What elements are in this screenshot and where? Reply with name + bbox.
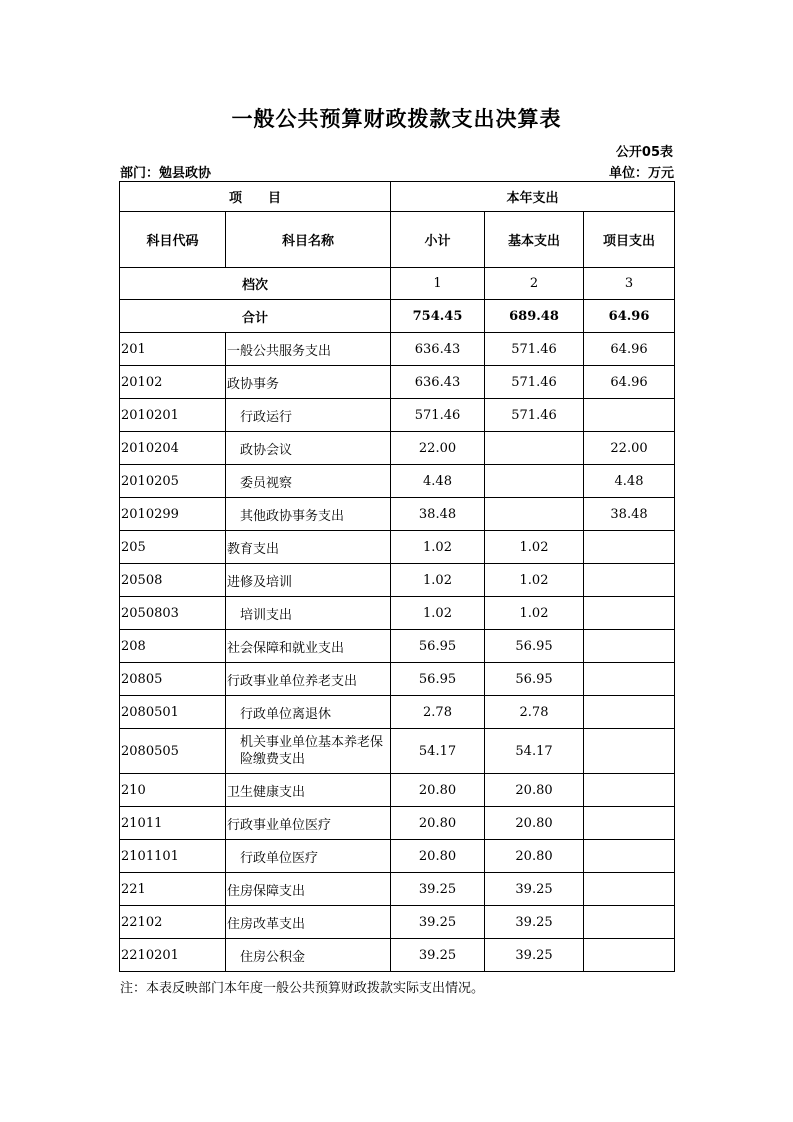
subtotal-cell: 20.80 [391,774,485,807]
basic-cell: 571.46 [485,399,584,432]
rank-3: 3 [584,268,675,300]
subject-code: 2010201 [120,399,226,432]
subtotal-cell: 20.80 [391,840,485,873]
department-label: 部门：勉县政协 [120,166,212,181]
header-basic: 基本支出 [485,212,584,268]
subject-name: 住房改革支出 [226,906,391,939]
project-cell [584,663,675,696]
project-cell [584,774,675,807]
subject-code: 210 [120,774,226,807]
subtotal-cell: 38.48 [391,498,485,531]
basic-cell: 39.25 [485,939,584,972]
basic-cell: 20.80 [485,807,584,840]
subject-name: 住房公积金 [226,939,391,972]
subject-name: 机关事业单位基本养老保险缴费支出 [226,729,391,774]
page-title: 一般公共预算财政拨款支出决算表 [231,107,562,131]
table-row [120,597,675,630]
basic-cell: 20.80 [485,774,584,807]
project-cell [584,840,675,873]
basic-cell: 56.95 [485,630,584,663]
header-code: 科目代码 [120,212,226,268]
basic-cell: 2.78 [485,696,584,729]
project-cell [584,564,675,597]
subtotal-cell: 56.95 [391,663,485,696]
meta-row [120,162,674,180]
subject-code: 205 [120,531,226,564]
basic-cell: 571.46 [485,333,584,366]
subject-code: 2010204 [120,432,226,465]
subtotal-cell: 39.25 [391,906,485,939]
table-row [120,498,675,531]
rank-row [120,268,675,300]
basic-cell: 571.46 [485,366,584,399]
subtotal-cell: 39.25 [391,939,485,972]
project-cell [584,696,675,729]
subject-name: 行政事业单位养老支出 [226,663,391,696]
project-cell [584,531,675,564]
subject-name: 行政单位离退休 [226,696,391,729]
unit-label: 单位：万元 [608,166,674,181]
subject-name: 卫生健康支出 [226,774,391,807]
subtotal-cell: 1.02 [391,564,485,597]
subject-name: 其他政协事务支出 [226,498,391,531]
project-cell [584,729,675,774]
subject-name: 住房保障支出 [226,873,391,906]
subtotal-cell: 20.80 [391,807,485,840]
table-row [120,939,675,972]
basic-cell [485,432,584,465]
subject-code: 2080501 [120,696,226,729]
total-basic: 689.48 [485,300,584,333]
subtotal-cell: 1.02 [391,531,485,564]
table-row [120,630,675,663]
basic-cell [485,465,584,498]
project-cell [584,873,675,906]
subtotal-cell: 636.43 [391,333,485,366]
table-row [120,696,675,729]
subject-name: 行政单位医疗 [226,840,391,873]
subject-name: 培训支出 [226,597,391,630]
project-cell [584,597,675,630]
project-cell [584,399,675,432]
project-cell [584,906,675,939]
subtotal-cell: 54.17 [391,729,485,774]
rank-label: 档次 [120,268,391,300]
table-row [120,906,675,939]
header-item: 项 目 [120,182,391,212]
subject-name: 社会保障和就业支出 [226,630,391,663]
subtotal-cell: 22.00 [391,432,485,465]
subject-name: 一般公共服务支出 [226,333,391,366]
rank-1: 1 [391,268,485,300]
project-cell: 64.96 [584,366,675,399]
subject-code: 22102 [120,906,226,939]
table-row [120,465,675,498]
table-row [120,531,675,564]
basic-cell: 1.02 [485,564,584,597]
subject-code: 2010299 [120,498,226,531]
footnote: 注：本表反映部门本年度一般公共预算财政拨款实际支出情况。 [120,981,485,996]
project-cell [584,939,675,972]
subject-name: 教育支出 [226,531,391,564]
basic-cell: 56.95 [485,663,584,696]
subject-name: 行政事业单位医疗 [226,807,391,840]
subtotal-cell: 39.25 [391,873,485,906]
table-row [120,840,675,873]
subject-name: 政协事务 [226,366,391,399]
table-row [120,366,675,399]
subject-code: 20102 [120,366,226,399]
table-row [120,399,675,432]
project-cell: 38.48 [584,498,675,531]
subject-code: 201 [120,333,226,366]
subject-code: 2010205 [120,465,226,498]
table-row [120,564,675,597]
subject-name: 政协会议 [226,432,391,465]
basic-cell [485,498,584,531]
subject-name: 进修及培训 [226,564,391,597]
subject-code: 2101101 [120,840,226,873]
header-subtotal: 小计 [391,212,485,268]
project-cell: 22.00 [584,432,675,465]
subtotal-cell: 4.48 [391,465,485,498]
subject-code: 2210201 [120,939,226,972]
expenditure-table [119,181,675,972]
basic-cell: 39.25 [485,873,584,906]
form-number: 公开05表 [615,145,673,160]
total-row [120,300,675,333]
table-row [120,873,675,906]
basic-cell: 1.02 [485,597,584,630]
header-row-1 [120,182,675,212]
project-cell [584,807,675,840]
project-cell: 64.96 [584,333,675,366]
header-project: 项目支出 [584,212,675,268]
header-name: 科目名称 [226,212,391,268]
header-this-year: 本年支出 [391,182,675,212]
basic-cell: 20.80 [485,840,584,873]
subtotal-cell: 571.46 [391,399,485,432]
basic-cell: 1.02 [485,531,584,564]
subject-code: 20508 [120,564,226,597]
table-row [120,663,675,696]
total-project: 64.96 [584,300,675,333]
table-row [120,432,675,465]
subtotal-cell: 2.78 [391,696,485,729]
subject-code: 221 [120,873,226,906]
table-row [120,729,675,774]
subject-name: 委员视察 [226,465,391,498]
subject-name: 行政运行 [226,399,391,432]
subtotal-cell: 1.02 [391,597,485,630]
project-cell [584,630,675,663]
table-row [120,774,675,807]
header-row-2 [120,212,675,268]
subject-code: 2050803 [120,597,226,630]
basic-cell: 54.17 [485,729,584,774]
basic-cell: 39.25 [485,906,584,939]
subtotal-cell: 636.43 [391,366,485,399]
total-label: 合计 [120,300,391,333]
subtotal-cell: 56.95 [391,630,485,663]
subject-code: 2080505 [120,729,226,774]
table-row [120,333,675,366]
rank-2: 2 [485,268,584,300]
subject-code: 21011 [120,807,226,840]
table-row [120,807,675,840]
total-subtotal: 754.45 [391,300,485,333]
project-cell: 4.48 [584,465,675,498]
subject-code: 20805 [120,663,226,696]
subject-code: 208 [120,630,226,663]
